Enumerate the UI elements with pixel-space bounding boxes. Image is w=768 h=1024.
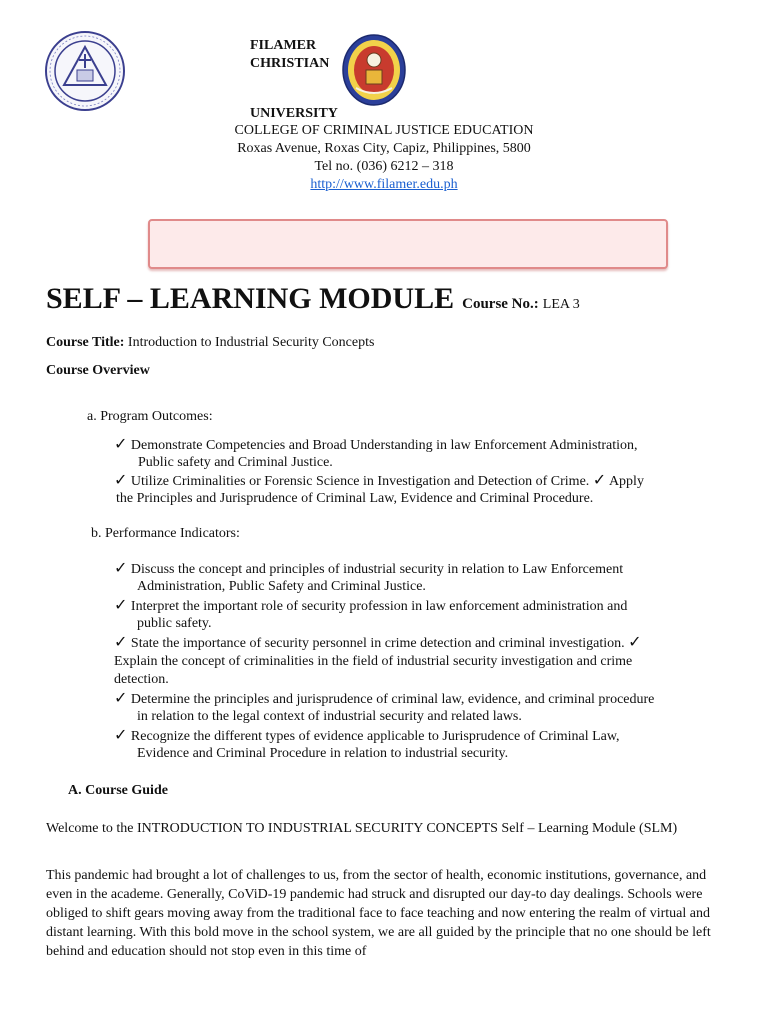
checkmark-icon: ✓ xyxy=(114,634,128,651)
list-item-continuation: in relation to the legal context of industrial security and related laws. xyxy=(137,709,522,724)
list-item: ✓ Demonstrate Competencies and Broad Understanding in law Enforcement Administration, xyxy=(114,436,638,453)
university-name-line1: FILAMER xyxy=(250,38,317,53)
list-item-continuation: public safety. xyxy=(137,616,212,631)
checkmark-icon: ✓ xyxy=(114,436,128,453)
list-item: Explain the concept of criminalities in the field of industrial security investigation and crime xyxy=(114,654,633,669)
course-guide-welcome: Welcome to the INTRODUCTION TO INDUSTRIAL SECURITY CONCEPTS Self – Learning Module (SLM) xyxy=(46,821,678,836)
list-item-continuation: detection. xyxy=(114,672,169,687)
list-item: ✓ Utilize Criminalities or Forensic Science in Investigation and Detection of Crime. ✓ Apply xyxy=(114,472,644,489)
course-title-line xyxy=(46,334,374,352)
website-link[interactable]: http://www.filamer.edu.ph xyxy=(310,177,458,192)
university-name-line2: CHRISTIAN xyxy=(250,56,330,71)
course-overview-heading: Course Overview xyxy=(46,363,150,378)
course-no-value: LEA 3 xyxy=(542,297,580,312)
checkmark-icon: ✓ xyxy=(114,472,128,489)
module-title: SELF – LEARNING MODULE xyxy=(46,282,455,315)
checkmark-icon: ✓ xyxy=(592,472,607,489)
college-telephone: Tel no. (036) 6212 – 318 xyxy=(314,159,454,174)
header-banner xyxy=(148,219,668,269)
course-title-label: Course Title: xyxy=(46,335,125,350)
list-item: ✓ State the importance of security personnel in crime detection and criminal investigation. ✓ xyxy=(114,634,642,651)
course-title-value: Introduction to Industrial Security Concepts xyxy=(127,335,375,350)
college-name: COLLEGE OF CRIMINAL JUSTICE EDUCATION xyxy=(234,123,534,138)
checkmark-icon: ✓ xyxy=(114,690,128,707)
course-no-label: Course No.: xyxy=(462,296,539,312)
checkmark-icon: ✓ xyxy=(114,597,128,614)
performance-indicators-heading: b. Performance Indicators: xyxy=(91,526,240,541)
list-item: ✓ Recognize the different types of evidence applicable to Jurisprudence of Criminal Law, xyxy=(114,727,620,744)
list-item-continuation: Evidence and Criminal Procedure in relation to industrial security. xyxy=(137,746,509,761)
university-name-line3: UNIVERSITY xyxy=(250,106,338,121)
checkmark-icon: ✓ xyxy=(114,560,128,577)
list-item-continuation: Public safety and Criminal Justice. xyxy=(138,455,333,470)
university-name xyxy=(250,37,329,73)
program-outcomes-heading: a. Program Outcomes: xyxy=(87,409,213,424)
list-item: ✓ Discuss the concept and principles of industrial security in relation to Law Enforcement xyxy=(114,560,624,577)
list-item: ✓ Determine the principles and jurisprudence of criminal law, evidence, and criminal procedure xyxy=(114,690,655,707)
college-address: Roxas Avenue, Roxas City, Capiz, Philippines, 5800 xyxy=(237,141,531,156)
checkmark-icon: ✓ xyxy=(628,634,642,651)
university-seal-icon xyxy=(44,30,126,112)
checkmark-icon: ✓ xyxy=(114,727,128,744)
list-item-continuation: the Principles and Jurisprudence of Criminal Law, Evidence and Criminal Procedure. xyxy=(116,491,594,506)
list-item: ✓ Interpret the important role of security profession in law enforcement administration and xyxy=(114,597,628,614)
college-seal-icon xyxy=(342,34,406,106)
course-guide-heading: A. Course Guide xyxy=(68,783,168,798)
list-item-continuation: Administration, Public Safety and Criminal Justice. xyxy=(137,579,426,594)
module-title-row xyxy=(46,282,580,316)
website-line xyxy=(0,177,768,193)
course-guide-body: This pandemic had brought a lot of challenges to us, from the sector of health, economic institutions, governance, and even in the academe. Generally, CoViD-19 pandemic had struck and disrupted our day-to day dealings. Schools were obliged to shift gears moving away from the traditional face to face teaching and now entering the realm of virtual and distant learning. With this bold move in the school system, we are all guided by the principle that no one should be left behind and education should not stop even in this time of xyxy=(46,868,711,959)
